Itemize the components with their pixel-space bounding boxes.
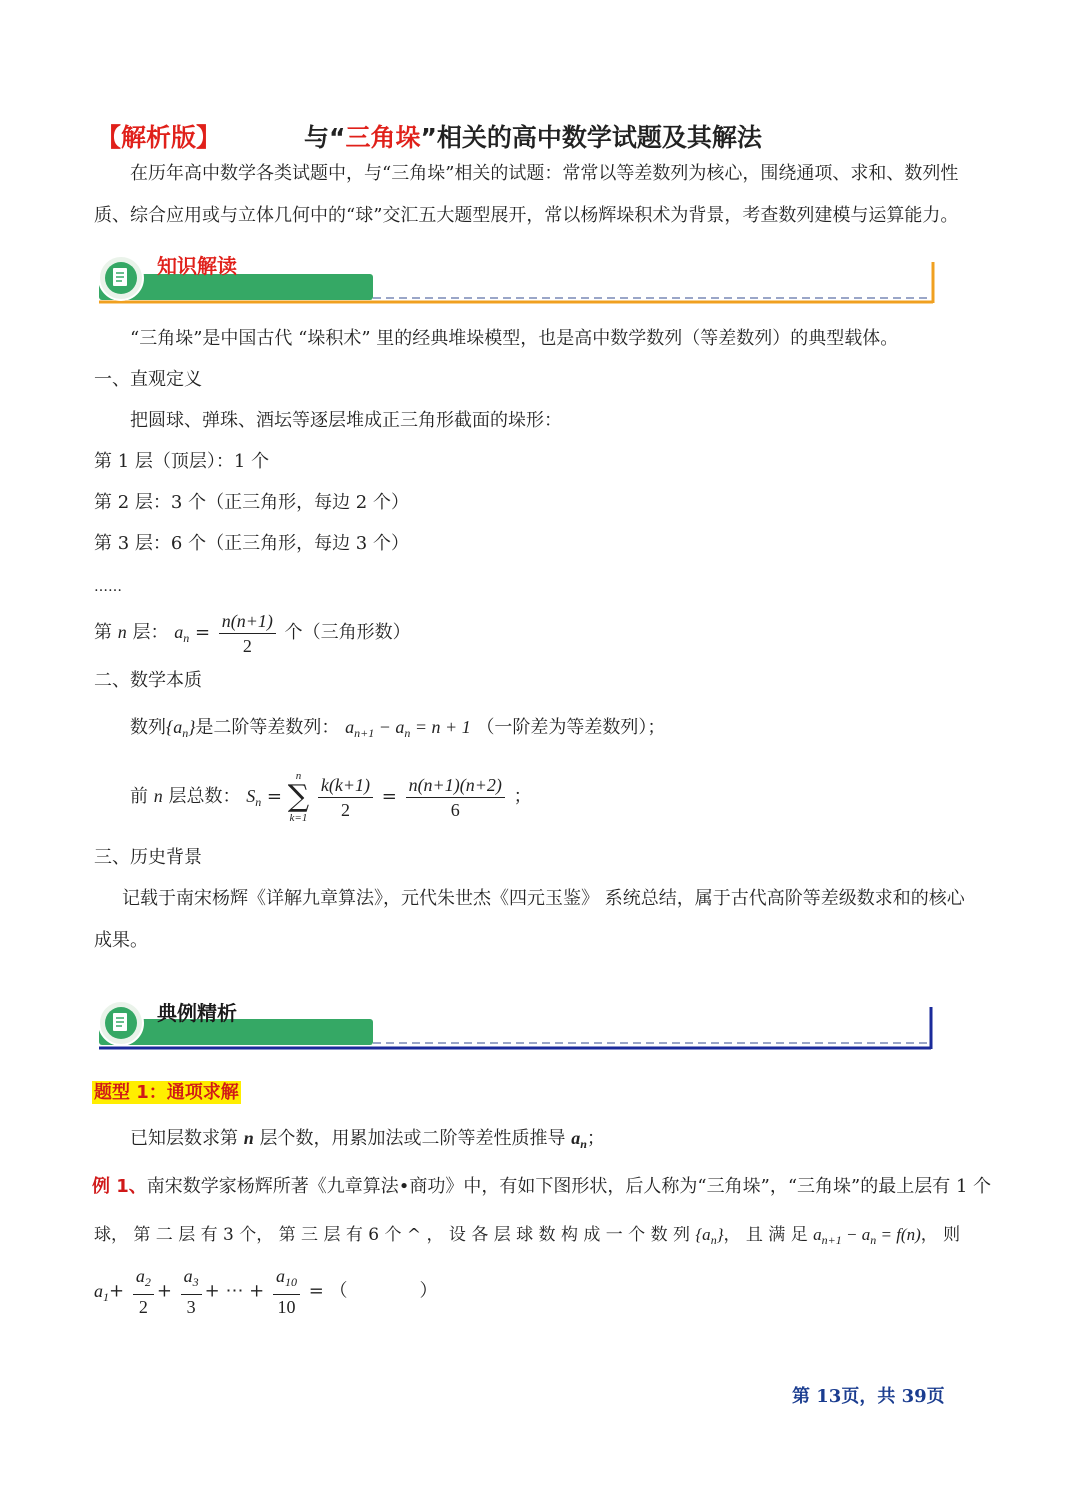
sum-fraction-1: $\frac{k(k+1)}{2}$ [318, 773, 373, 822]
sigma-symbol: n ∑ k=1 [287, 770, 310, 824]
sum-line: 前 n 层总数： $S_n$ = n ∑ k=1 $\frac{k(k+1)}{2}$ = $\frac{n(n+1)(n+2)}{6}$ ； [130, 770, 532, 824]
heading-definition: 一、直观定义 [94, 369, 202, 390]
layer-n-formula: 第 n 层： $a_n$ = $\frac{n(n+1)}{2}$ 个（三角形数） [94, 610, 411, 656]
page-title: 与“三角垛”相关的高中数学试题及其解法 [304, 123, 762, 152]
example-tag: 例 1、 [92, 1176, 147, 1197]
ellipsis: …… [94, 579, 122, 595]
version-badge: 【解析版】 [96, 123, 222, 152]
section-label-knowledge: 知识解读 [157, 254, 237, 278]
example-1-line-1: 例 1、南宋数学家杨辉所著《九章算法•商功》中，有如下图形状，后人称为“三角垛”，“三角垛”的最上层有 1 个 [92, 1176, 992, 1197]
term-fraction-a10: $\frac{a_{10}}{10}$ [273, 1264, 300, 1319]
sum-fraction-2: $\frac{n(n+1)(n+2)}{6}$ [406, 773, 505, 822]
an-fraction: $\frac{n(n+1)}{2}$ [219, 609, 276, 658]
term-fraction-a3: $\frac{a_3}{3}$ [181, 1264, 202, 1319]
heading-history: 三、历史背景 [94, 847, 202, 868]
type-description: 已知层数求第 n 层个数，用累加法或二阶等差性质推导 $a_n$； [130, 1128, 605, 1151]
section-header-knowledge [95, 250, 937, 306]
layer-1-text: 第 1 层（顶层）：1 个 [94, 451, 270, 472]
title-row [96, 118, 996, 154]
definition-text: 把圆球、弹珠、酒坛等逐层堆成正三角形截面的垛形： [130, 410, 562, 431]
heading-essence: 二、数学本质 [94, 670, 202, 691]
section-header-examples [95, 997, 937, 1053]
section-label-examples: 典例精析 [157, 1001, 237, 1025]
question-type-tag: 题型 1：通项求解 [94, 1082, 239, 1103]
knowledge-intro: “三角垛”是中国古代 “垛积术” 里的经典堆垛模型，也是高中数学数列（等差数列）的典型载体。 [130, 328, 899, 349]
page-number: 第 13页，共 39页 [792, 1386, 945, 1407]
intro-line-2: 质、综合应用或与立体几何中的“球”交汇五大题型展开，常以杨辉垛积术为背景，考查数列建模与运算能力。 [94, 205, 959, 226]
example-1-line-3: $a_1+$ $\frac{a_2}{2}$ + $\frac{a_3}{3}$ + ⋯ + $\frac{a_{10}}{10}$ = （ ） [94, 1266, 438, 1317]
layer-2-text: 第 2 层：3 个（正三角形，每边 2 个） [94, 492, 409, 513]
sequence-line: 数列$\{a_n\}$是二阶等差数列： $a_{n+1} - a_n = n + 1$ （一阶差为等差数列）； [130, 717, 666, 740]
term-fraction-a2: $\frac{a_2}{2}$ [133, 1264, 154, 1319]
history-line-2: 成果。 [94, 930, 148, 951]
intro-line-1: 在历年高中数学各类试题中，与“三角垛”相关的试题：常常以等差数列为核心，围绕通项、求和、数列性 [130, 163, 959, 184]
layer-3-text: 第 3 层：6 个（正三角形，每边 3 个） [94, 533, 409, 554]
example-1-line-2: 球， 第 二 层 有 3 个， 第 三 层 有 6 个 ^ ， 设 各 层 球 数 构 成 一 个 数 列 $\{a_n\}$， 且 满 足 $a_{n+1} - a_n = f(n)$， 则 [94, 1225, 961, 1247]
history-line-1: 记载于南宋杨辉《详解九章算法》，元代朱世杰《四元玉鉴》 系统总结，属于古代高阶等差级数求和的核心 [122, 888, 965, 909]
